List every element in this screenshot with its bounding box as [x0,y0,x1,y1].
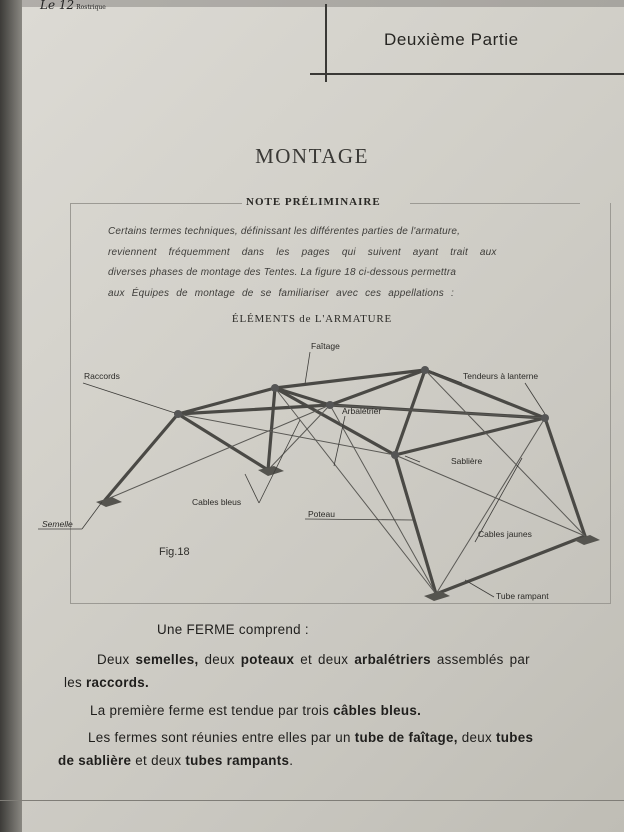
term-raccords: raccords. [86,675,150,690]
header-horizontal-rule [310,73,624,75]
text: deux [457,730,497,745]
paragraph-premiere-ferme [90,703,421,718]
armature-diagram [0,330,624,610]
note-line: aux Équipes de montage de se familiariser avec ces appellations : [108,287,454,299]
text: La première ferme est tendue par trois [90,703,334,718]
note-frame-top-right [410,203,580,204]
text: . [289,753,294,768]
term-tubes: tubes [496,730,534,745]
note-line: reviennent fréquemment dans les pages qui suivent ayant trait aux [108,246,497,258]
label-raccords: Raccords [84,371,120,381]
text: et deux [131,753,186,768]
header-mark-text: Le 12 [40,0,75,12]
paragraph-fermes-reunies [88,730,533,745]
label-cables-bleus: Cables bleus [192,497,242,507]
text: et deux [294,652,355,667]
label-semelle: Semelle [42,519,73,529]
term-poteaux: poteaux [240,652,295,667]
label-faitage: Faîtage [311,341,340,351]
paragraph-ferme [157,622,309,637]
page-header-mark [40,0,106,12]
label-tube-rampant: Tube rampant [496,591,549,601]
note-paragraph [108,222,512,304]
text: Deux [97,652,136,667]
label-tendeurs: Tendeurs à lanterne [463,371,539,381]
term-tube-faitage: tube de faîtage, [354,730,458,745]
frame-tubes [105,370,585,594]
page-title: MONTAGE [255,144,369,168]
diagram-title: ÉLÉMENTS de L'ARMATURE [231,313,393,325]
text: Une FERME comprend : [157,622,309,637]
note-frame-top-left [70,203,242,204]
term-arbaletriers: arbalétriers [354,652,431,667]
header-mark-small: Rostrique [76,4,106,11]
text: les [64,675,87,690]
term-cables-bleus: câbles bleus. [333,703,422,718]
text: deux [198,652,241,667]
term-tubes-rampants: tubes rampants [185,753,290,768]
label-arbaletrier: Arbalétrier [342,406,382,416]
paragraph-fermes-reunies-cont [58,753,293,768]
header-vertical-rule [325,4,327,82]
paragraph-ferme-description-cont [64,675,149,690]
note-title: NOTE PRÉLIMINAIRE [246,196,381,208]
text: Les fermes sont réunies entre elles par un [88,730,355,745]
text: assemblés par [430,652,530,667]
bottom-rule [0,800,624,801]
note-line: Certains termes techniques, définissant les différentes parties de l'armature, [108,226,461,237]
top-edge [22,0,624,7]
term-sabliere: de sablière [58,753,132,768]
term-semelles: semelles, [135,652,199,667]
paragraph-ferme-description [97,652,530,667]
label-poteau: Poteau [308,509,335,519]
label-sabliere: Sablière [451,456,483,466]
section-title: Deuxième Partie [384,30,519,49]
label-cables-jaunes: Cables jaunes [478,529,532,539]
figure-label: Fig.18 [159,546,190,558]
note-line: diverses phases de montage des Tentes. La figure 18 ci-dessous permettra [108,267,457,278]
